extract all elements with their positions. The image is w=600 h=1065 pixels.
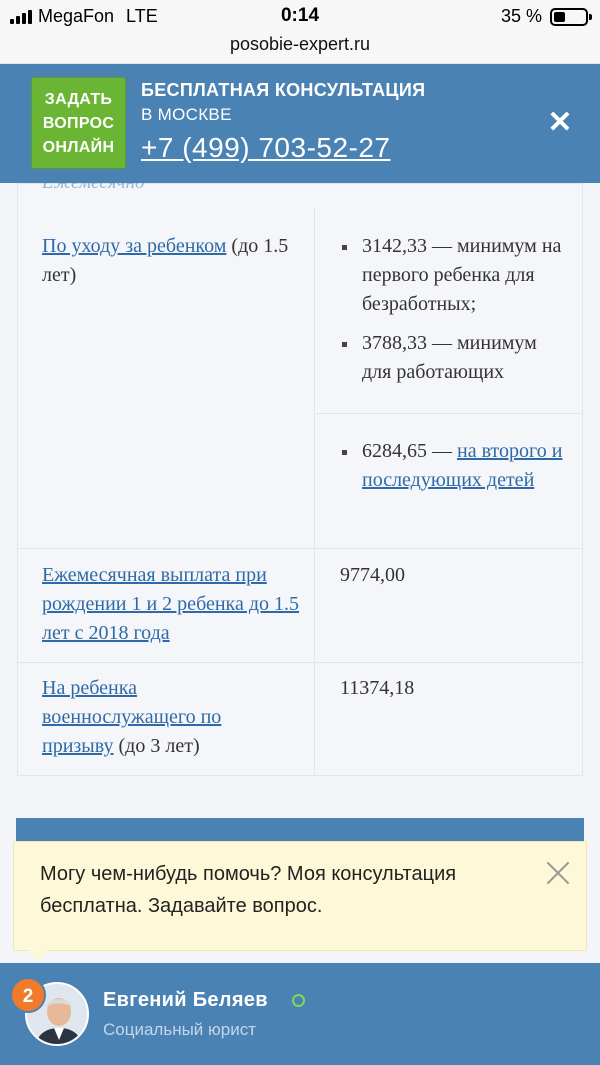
table-cell-title	[18, 208, 315, 548]
cell-text	[42, 232, 297, 290]
consult-title: БЕСПЛАТНАЯ КОНСУЛЬТАЦИЯ	[141, 80, 426, 100]
battery-icon	[550, 8, 588, 26]
help-popup-text: Могу чем-нибудь помочь? Моя консультация бесплатна. Задавайте вопрос.	[40, 863, 457, 917]
consult-banner	[0, 64, 600, 183]
benefit-suffix: (до 3 лет)	[113, 735, 200, 757]
table-cell-values	[316, 549, 582, 662]
list-item: 3788,33 — минимум для работающих	[340, 329, 570, 387]
partial-cell-text: Ежемесячно	[42, 172, 145, 193]
benefits-table	[17, 172, 583, 776]
table-cell-values	[316, 208, 582, 548]
value-list	[340, 232, 570, 387]
consult-phone-link[interactable]: +7 (499) 703-52-27	[141, 132, 391, 163]
battery-percent: 35 %	[500, 6, 542, 26]
agent-role: Социальный юрист	[103, 1020, 257, 1039]
ask-question-online-button[interactable]: ЗАДАТЬ ВОПРОС ОНЛАЙН	[31, 77, 126, 169]
extra-value-link[interactable]: на второго и последующих детей	[362, 440, 563, 491]
close-icon[interactable]	[545, 860, 571, 886]
browser-top-bar	[0, 0, 600, 64]
online-status-icon	[292, 994, 305, 1007]
agent-name: Евгений Беляев	[103, 989, 268, 1011]
benefit-link[interactable]: Ежемесячная выплата при рождении 1 и 2 ребенка до 1.5 лет с 2018 года	[42, 564, 300, 644]
table-cell-title	[18, 663, 315, 775]
divider	[316, 413, 582, 414]
table-cell-values	[316, 663, 582, 775]
list-item	[340, 437, 570, 495]
table-cell-title	[18, 549, 315, 662]
cell-text	[42, 674, 282, 761]
address-bar-url[interactable]: posobie-expert.ru	[229, 34, 371, 54]
benefit-link[interactable]: На ребенка военнослужащего по призыву	[42, 677, 222, 757]
list-item: 3142,33 — минимум на первого ребенка для безработных;	[340, 232, 570, 319]
network-label: LTE	[126, 6, 158, 26]
table-row	[18, 663, 582, 775]
consult-subtitle: В МОСКВЕ	[141, 105, 232, 124]
status-right	[501, 6, 588, 27]
unread-count-badge: 2	[10, 977, 46, 1013]
close-icon[interactable]: ✕	[547, 106, 573, 139]
table-row	[18, 549, 582, 663]
extra-value	[340, 437, 570, 495]
clock: 0:14	[280, 5, 320, 26]
carrier-label: MegaFon	[38, 6, 115, 26]
table-row	[18, 208, 582, 549]
cell-value: 9774,00	[340, 564, 405, 586]
cell-text	[42, 561, 304, 648]
popup-tail	[28, 950, 48, 962]
chat-agent-bar[interactable]	[0, 963, 600, 1065]
cell-value: 11374,18	[340, 677, 415, 699]
help-popup[interactable]	[13, 841, 587, 951]
benefit-suffix: (до 1.5 лет)	[42, 235, 289, 286]
extra-value-prefix: 6284,65 —	[362, 440, 457, 462]
benefit-link[interactable]: По уходу за ребенком	[42, 235, 227, 257]
status-bar	[0, 0, 600, 34]
